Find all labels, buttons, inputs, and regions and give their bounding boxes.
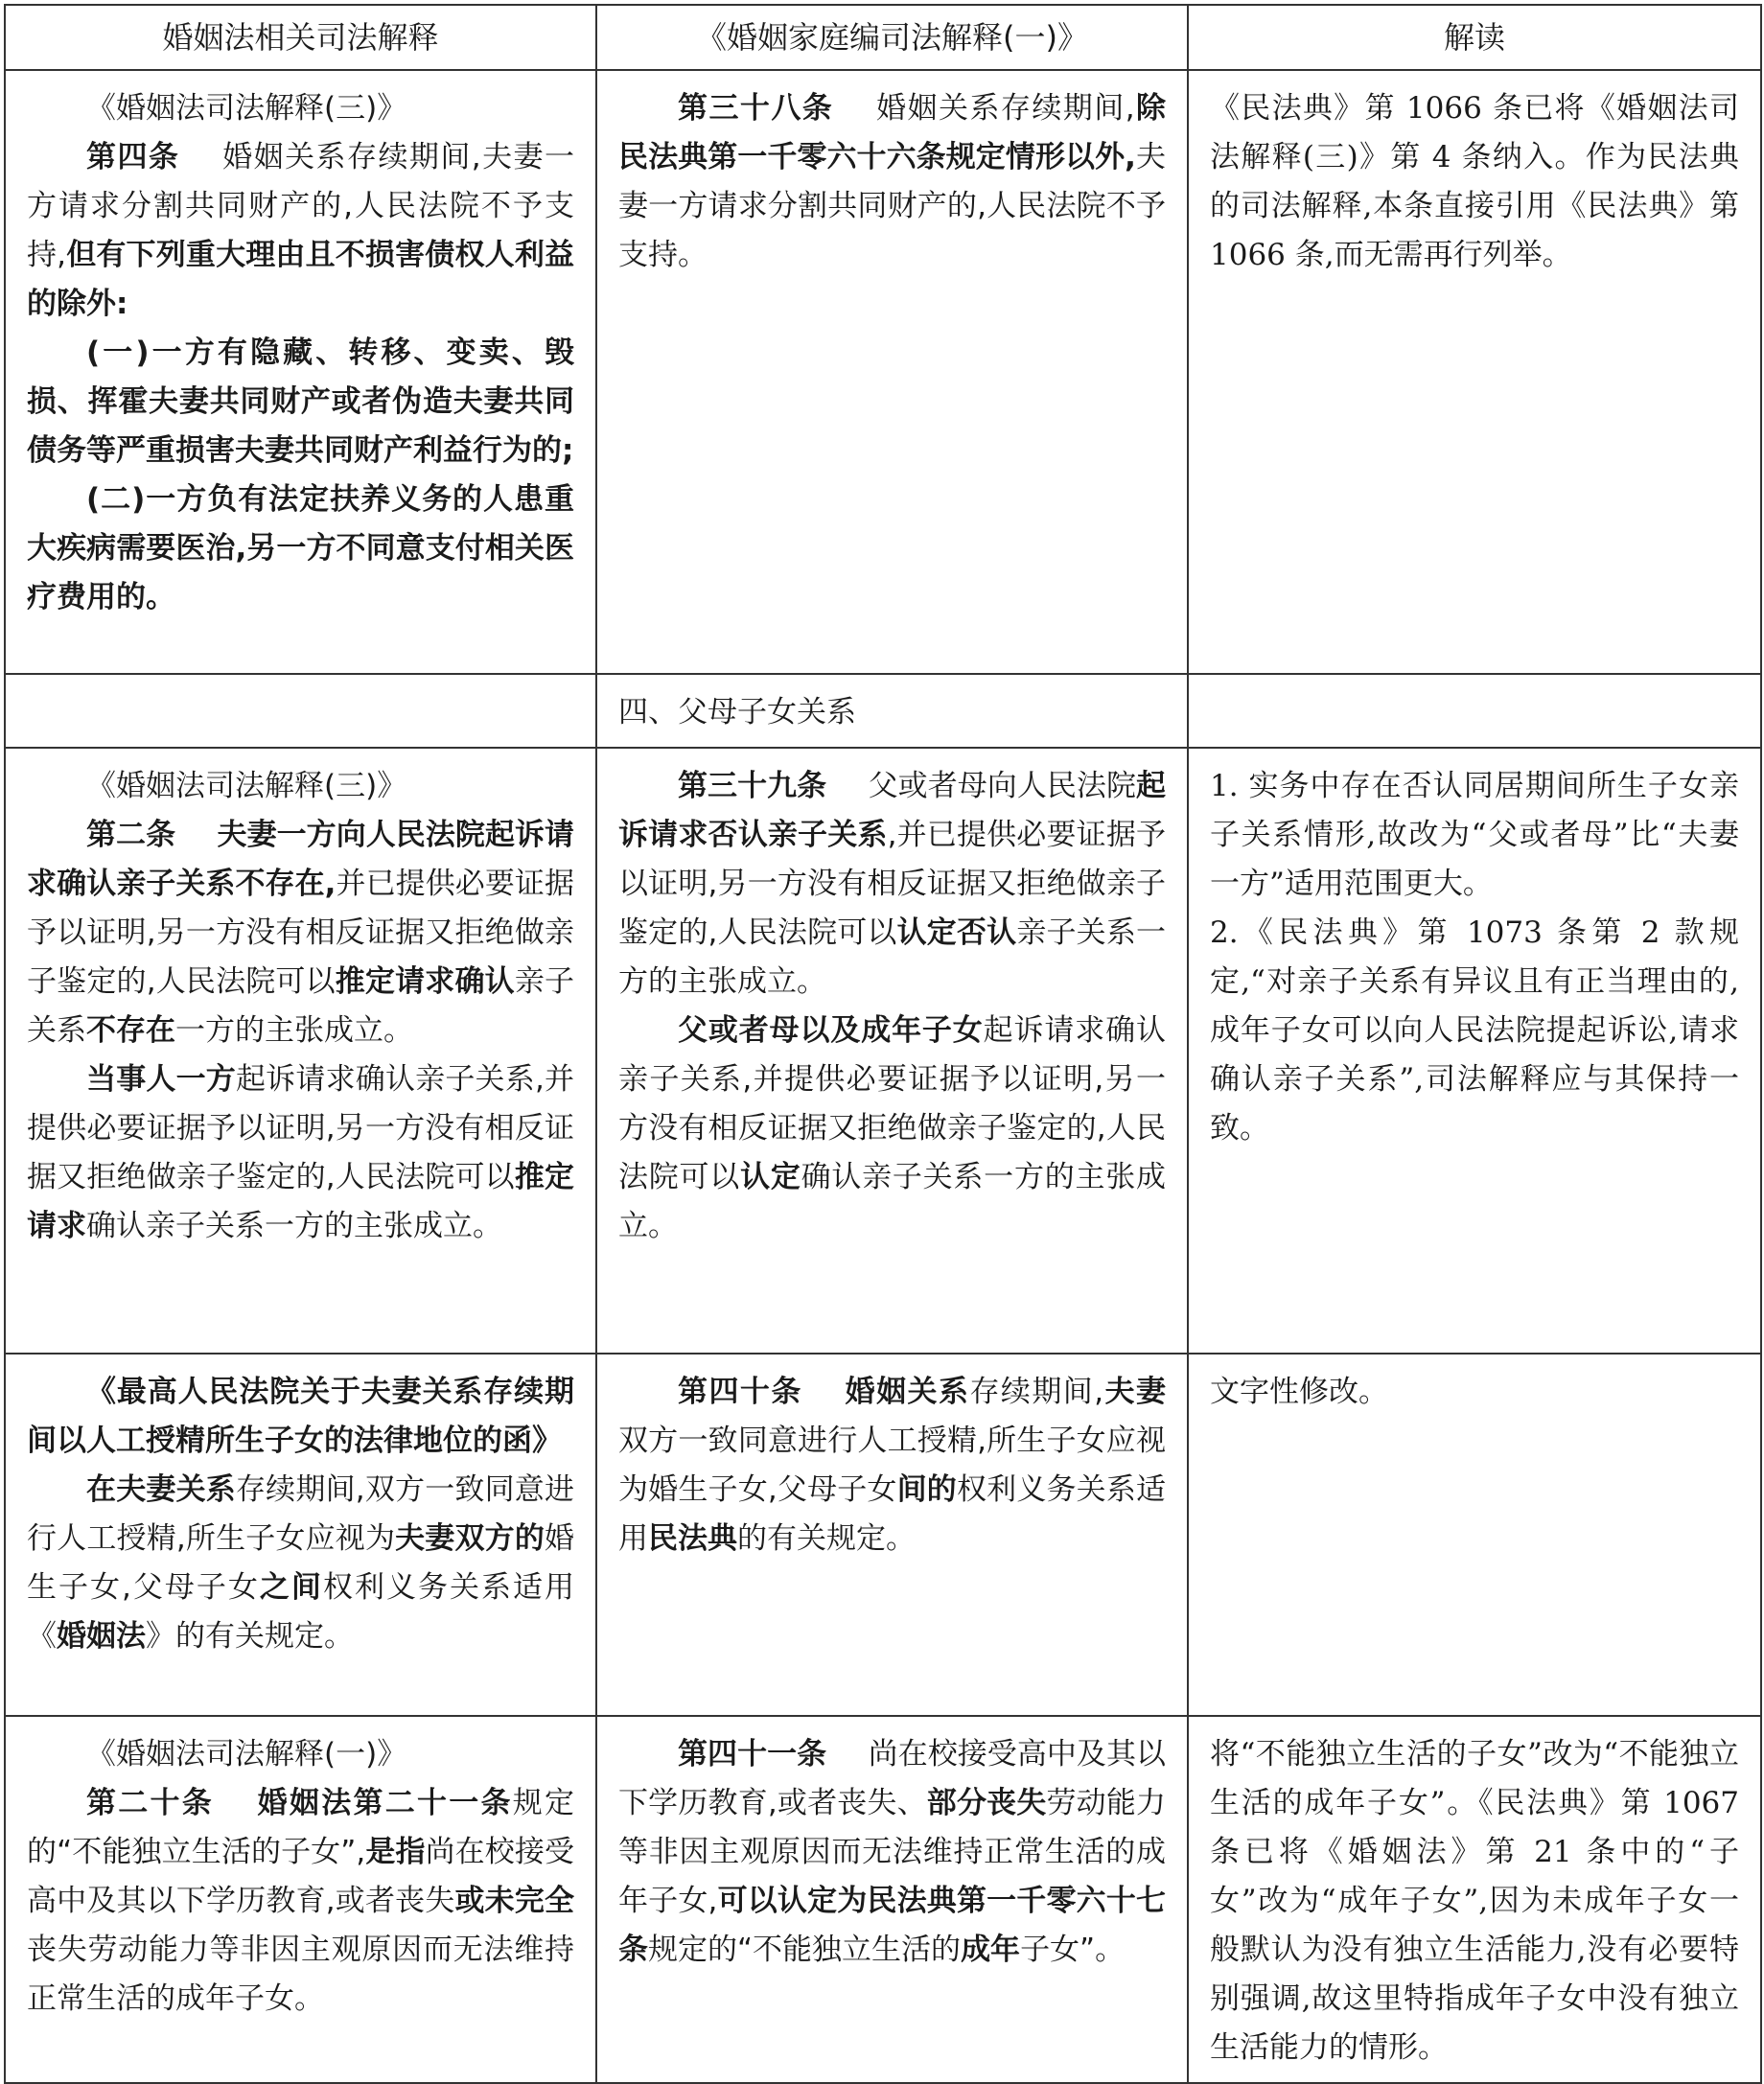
- article-paragraph: 第三十九条 父或者母向人民法院起诉请求否认亲子关系,并已提供必要证据予以证明,另一方没有相反证据又拒绝做亲子鉴定的,人民法院可以认定否认亲子关系一方的主张成立。: [618, 769, 1167, 999]
- article-paragraph: 第三十八条 婚姻关系存续期间,除民法典第一千零六十六条规定情形以外,夫妻一方请求分割共同财产的,人民法院不予支持。: [618, 91, 1167, 272]
- article-paragraph: 第四条 婚姻关系存续期间,夫妻一方请求分割共同财产的,人民法院不予支持,但有下列重大理由且不损害债权人利益的除外:: [27, 140, 575, 321]
- article-paragraph: 第四十一条 尚在校接受高中及其以下学历教育,或者丧失、部分丧失劳动能力等非因主观原因而无法维持正常生活的成年子女,可以认定为民法典第一千零六十七条规定的“不能独立生活的成年子女”。: [618, 1737, 1167, 1967]
- article-number: 第二十条: [86, 1786, 215, 1820]
- old-provision-cell: [5, 1716, 596, 2083]
- new-provision-cell: [596, 1716, 1188, 2083]
- source-title: 《婚姻法司法解释(一)》: [86, 1737, 407, 1771]
- old-provision-cell: [5, 70, 596, 674]
- list-item: (二)一方负有法定扶养义务的人患重大疾病需要医治,另一方不同意支付相关医疗费用的。: [27, 482, 574, 614]
- source-title: 《婚姻法司法解释(三)》: [86, 91, 407, 126]
- table-row: [5, 70, 1761, 674]
- article-number: 第四十条: [678, 1375, 802, 1409]
- header-commentary: 解读: [1188, 5, 1761, 70]
- section-title: 四、父母子女关系: [596, 674, 1188, 748]
- comparison-table: [4, 4, 1762, 2084]
- article-paragraph: 在夫妻关系存续期间,双方一致同意进行人工授精,所生子女应视为夫妻双方的婚生子女,父母子女之间权利义务关系适用《婚姻法》的有关规定。: [27, 1472, 575, 1654]
- article-number: 第三十九条: [678, 769, 827, 803]
- article-number: 第三十八条: [678, 91, 834, 126]
- source-title: 《婚姻法司法解释(三)》: [86, 769, 407, 803]
- commentary-cell: [1188, 70, 1761, 674]
- article-paragraph: 当事人一方起诉请求确认亲子关系,并提供必要证据予以证明,另一方没有相反证据又拒绝做亲子鉴定的,人民法院可以推定请求确认亲子关系一方的主张成立。: [27, 1062, 575, 1243]
- commentary-text: 1. 实务中存在否认同居期间所生子女亲子关系情形,故改为“父或者母”比“夫妻一方”适用范围更大。: [1210, 769, 1739, 901]
- header-new-interpretation: 《婚姻家庭编司法解释(一)》: [596, 5, 1188, 70]
- article-number: 第四十一条: [678, 1737, 827, 1771]
- commentary-text: 文字性修改。: [1210, 1375, 1388, 1409]
- article-paragraph: 第二条 夫妻一方向人民法院起诉请求确认亲子关系不存在,并已提供必要证据予以证明,另一方没有相反证据又拒绝做亲子鉴定的,人民法院可以推定请求确认亲子关系不存在一方的主张成立。: [27, 818, 575, 1048]
- commentary-text: 《民法典》第 1066 条已将《婚姻法司法解释(三)》第 4 条纳入。作为民法典的司法解释,本条直接引用《民法典》第 1066 条,而无需再行列举。: [1210, 91, 1739, 272]
- commentary-cell: [1188, 1354, 1761, 1716]
- list-item: (一)一方有隐藏、转移、变卖、毁损、挥霍夫妻共同财产或者伪造夫妻共同债务等严重损害夫妻共同财产利益行为的;: [27, 336, 574, 468]
- commentary-cell: [1188, 748, 1761, 1354]
- source-title: 《最高人民法院关于夫妻关系存续期间以人工授精所生子女的法律地位的函》: [27, 1375, 574, 1458]
- article-paragraph: 第二十条 婚姻法第二十一条规定的“不能独立生活的子女”,是指尚在校接受高中及其以下学历教育,或者丧失或未完全丧失劳动能力等非因主观原因而无法维持正常生活的成年子女。: [27, 1786, 575, 2016]
- header-row: [5, 5, 1761, 70]
- article-number: 第二条: [86, 818, 176, 852]
- table-row: [5, 1354, 1761, 1716]
- table-row: [5, 1716, 1761, 2083]
- section-row: [5, 674, 1761, 748]
- commentary-text: 将“不能独立生活的子女”改为“不能独立生活的成年子女”。《民法典》第 1067 条已将《婚姻法》第 21 条中的“子女”改为“成年子女”,因为未成年子女一般默认为没有独立生活能力,没有必要特别强调,故这里特指成年子女中没有独立生活能力的情形。: [1210, 1737, 1739, 2065]
- commentary-text: 2.《民法典》第 1073 条第 2 款规定,“对亲子关系有异议且有正当理由的,成年子女可以向人民法院提起诉讼,请求确认亲子关系”,司法解释应与其保持一致。: [1210, 915, 1739, 1146]
- new-provision-cell: [596, 70, 1188, 674]
- article-paragraph: 第四十条 婚姻关系存续期间,夫妻双方一致同意进行人工授精,所生子女应视为婚生子女,父母子女间的权利义务关系适用民法典的有关规定。: [618, 1375, 1167, 1556]
- new-provision-cell: [596, 1354, 1188, 1716]
- header-old-interpretation: 婚姻法相关司法解释: [5, 5, 596, 70]
- old-provision-cell: [5, 748, 596, 1354]
- new-provision-cell: [596, 748, 1188, 1354]
- article-paragraph: 父或者母以及成年子女起诉请求确认亲子关系,并提供必要证据予以证明,另一方没有相反证据又拒绝做亲子鉴定的,人民法院可以认定确认亲子关系一方的主张成立。: [618, 1013, 1167, 1243]
- article-number: 第四条: [86, 140, 180, 174]
- old-provision-cell: [5, 1354, 596, 1716]
- table-row: [5, 748, 1761, 1354]
- section-empty-cell: [5, 674, 596, 748]
- commentary-cell: [1188, 1716, 1761, 2083]
- section-empty-cell: [1188, 674, 1761, 748]
